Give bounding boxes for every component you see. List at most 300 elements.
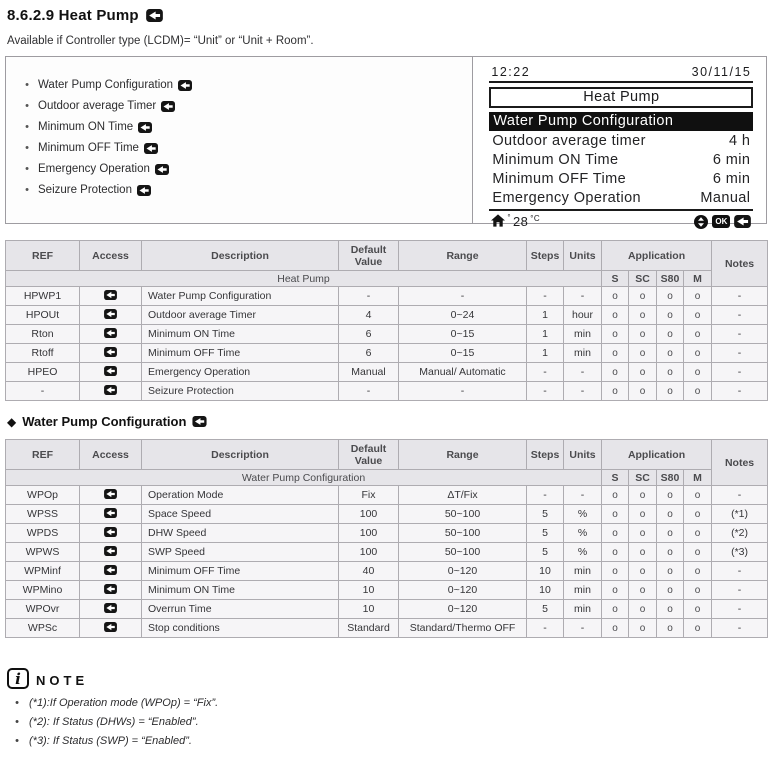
application-cell: o [629, 382, 657, 401]
application-cell: o [684, 363, 712, 382]
note-label: NOTE [36, 673, 89, 688]
application-cell: o [629, 543, 657, 562]
installer-icon [104, 603, 117, 613]
notes-cell: (*1) [712, 505, 768, 524]
lcd-menu-rows [489, 131, 753, 207]
application-cell: o [657, 306, 684, 325]
steps-cell: - [527, 382, 564, 401]
application-cell: o [629, 363, 657, 382]
feature-item [16, 121, 464, 133]
table-row [6, 619, 768, 638]
bullet-dot: • [25, 163, 29, 175]
application-cell: o [684, 619, 712, 638]
table-row [6, 344, 768, 363]
lcd-row-value: 6 min [712, 151, 751, 168]
notes-cell: - [712, 486, 768, 505]
units-cell: - [564, 619, 602, 638]
column-header: REF [6, 241, 80, 271]
description-cell: Minimum ON Time [142, 581, 339, 600]
default-value-cell: 100 [339, 524, 399, 543]
lcd-row-value: 4 h [729, 132, 751, 149]
application-cell: o [629, 524, 657, 543]
application-sub-header: SC [629, 470, 657, 486]
updown-icon [694, 215, 708, 229]
access-cell [80, 543, 142, 562]
lcd-menu-row [489, 150, 753, 169]
table-row [6, 505, 768, 524]
application-cell: o [657, 562, 684, 581]
notes-cell: (*2) [712, 524, 768, 543]
description-cell: Emergency Operation [142, 363, 339, 382]
default-value-cell: - [339, 287, 399, 306]
section-heading-text: 8.6.2.9 Heat Pump [7, 7, 139, 24]
application-cell: o [684, 325, 712, 344]
access-cell [80, 600, 142, 619]
access-cell [80, 306, 142, 325]
range-cell: 50~100 [399, 524, 527, 543]
units-cell: min [564, 562, 602, 581]
bullet-dot: • [25, 79, 29, 91]
section-heading [7, 7, 766, 24]
access-cell [80, 486, 142, 505]
range-cell: 0~15 [399, 344, 527, 363]
application-cell: o [684, 600, 712, 619]
table-group-title: Water Pump Configuration [6, 470, 602, 486]
steps-cell: 5 [527, 600, 564, 619]
application-cell: o [657, 344, 684, 363]
range-cell: 0~120 [399, 581, 527, 600]
column-header: Units [564, 241, 602, 271]
heat-pump-table [5, 240, 768, 401]
range-cell: Standard/Thermo OFF [399, 619, 527, 638]
application-cell: o [602, 543, 629, 562]
table-row [6, 581, 768, 600]
lcd-row-label: Emergency Operation [492, 189, 642, 206]
table-row [6, 306, 768, 325]
table-row [6, 325, 768, 344]
application-cell: o [629, 486, 657, 505]
lcd-row-label: Outdoor average timer [492, 132, 646, 149]
application-cell: o [602, 363, 629, 382]
range-cell: 0~120 [399, 562, 527, 581]
application-cell: o [684, 344, 712, 363]
lcd-menu-row [489, 131, 753, 150]
table-row [6, 287, 768, 306]
application-cell: o [657, 505, 684, 524]
application-cell: o [684, 287, 712, 306]
ref-cell: HPWP1 [6, 287, 80, 306]
application-cell: o [629, 287, 657, 306]
ref-cell: Rtoff [6, 344, 80, 363]
description-cell: Minimum ON Time [142, 325, 339, 344]
steps-cell: 5 [527, 524, 564, 543]
notes-cell: - [712, 619, 768, 638]
column-header: Units [564, 440, 602, 470]
feature-label: Minimum ON Time [38, 121, 134, 133]
steps-cell: - [527, 363, 564, 382]
access-cell [80, 524, 142, 543]
feature-list [16, 79, 464, 196]
installer-icon [104, 385, 117, 395]
ref-cell: HPOUt [6, 306, 80, 325]
access-cell [80, 562, 142, 581]
application-cell: o [657, 543, 684, 562]
feature-label: Minimum OFF Time [38, 142, 139, 154]
default-value-cell: 4 [339, 306, 399, 325]
steps-cell: - [527, 619, 564, 638]
application-cell: o [657, 619, 684, 638]
note-text: (*1):If Operation mode (WPOp) = “Fix”. [29, 697, 219, 709]
steps-cell: 10 [527, 562, 564, 581]
range-cell: 0~15 [399, 325, 527, 344]
installer-icon [104, 366, 117, 376]
table-row [6, 382, 768, 401]
application-sub-header: SC [629, 271, 657, 287]
units-cell: - [564, 363, 602, 382]
installer-icon [104, 584, 117, 594]
installer-icon [104, 328, 117, 338]
notes-cell: - [712, 287, 768, 306]
application-cell: o [602, 562, 629, 581]
degree-mark: ° [507, 213, 511, 222]
notes-cell: - [712, 581, 768, 600]
ref-cell: WPDS [6, 524, 80, 543]
application-cell: o [629, 581, 657, 600]
units-cell: min [564, 325, 602, 344]
application-cell: o [602, 325, 629, 344]
bullet-dot: • [25, 184, 29, 196]
feature-label: Outdoor average Timer [38, 100, 157, 112]
table-row [6, 543, 768, 562]
units-cell: - [564, 287, 602, 306]
feature-list-panel [6, 57, 473, 223]
steps-cell: 1 [527, 344, 564, 363]
installer-icon [104, 622, 117, 632]
access-cell [80, 581, 142, 600]
feature-item [16, 184, 464, 196]
application-cell: o [602, 306, 629, 325]
ref-cell: WPWS [6, 543, 80, 562]
column-header: Access [80, 440, 142, 470]
application-cell: o [684, 581, 712, 600]
lcd-temp-value: 28 [512, 214, 529, 229]
column-header: Description [142, 241, 339, 271]
steps-cell: - [527, 287, 564, 306]
feature-label: Water Pump Configuration [38, 79, 174, 91]
ref-cell: WPSS [6, 505, 80, 524]
notes-cell: - [712, 325, 768, 344]
lcd-row-label: Minimum OFF Time [492, 170, 627, 187]
notes-cell: - [712, 344, 768, 363]
notes-cell: - [712, 562, 768, 581]
availability-note: Available if Controller type (LCDM)= “Unit” or “Unit + Room”. [7, 35, 314, 47]
application-sub-header: S [602, 470, 629, 486]
units-cell: hour [564, 306, 602, 325]
installer-icon [104, 508, 117, 518]
description-cell: DHW Speed [142, 524, 339, 543]
range-cell: - [399, 382, 527, 401]
lcd-menu-row [489, 188, 753, 207]
default-value-cell: 10 [339, 600, 399, 619]
application-cell: o [684, 543, 712, 562]
installer-icon [734, 215, 751, 228]
description-cell: Overrun Time [142, 600, 339, 619]
ref-cell: WPMinf [6, 562, 80, 581]
table-row [6, 524, 768, 543]
note-item [5, 735, 766, 747]
column-header: Range [399, 241, 527, 271]
ref-cell: WPOvr [6, 600, 80, 619]
application-cell: o [602, 581, 629, 600]
units-cell: min [564, 600, 602, 619]
lcd-date: 30/11/15 [691, 65, 752, 79]
lcd-row-label: Minimum ON Time [492, 151, 619, 168]
steps-cell: 10 [527, 581, 564, 600]
column-header: REF [6, 440, 80, 470]
lcd-key-hints [694, 215, 751, 229]
default-value-cell: - [339, 382, 399, 401]
feature-label: Seizure Protection [38, 184, 132, 196]
access-cell [80, 382, 142, 401]
bullet-dot: • [25, 142, 29, 154]
lcd-statusbar-bottom [489, 209, 753, 229]
table-row [6, 363, 768, 382]
note-item [5, 716, 766, 728]
installer-icon [104, 565, 117, 575]
default-value-cell: Manual [339, 363, 399, 382]
water-pump-configuration-table [5, 439, 768, 638]
application-cell: o [629, 325, 657, 344]
default-value-cell: 6 [339, 344, 399, 363]
range-cell: 50~100 [399, 543, 527, 562]
access-cell [80, 344, 142, 363]
notes-cell: - [712, 600, 768, 619]
lcd-room-temp [491, 214, 540, 229]
steps-cell: 5 [527, 543, 564, 562]
notes-cell: (*3) [712, 543, 768, 562]
installer-icon [104, 546, 117, 556]
application-cell: o [602, 287, 629, 306]
feature-item [16, 79, 464, 91]
default-value-cell: Fix [339, 486, 399, 505]
description-cell: Minimum OFF Time [142, 344, 339, 363]
units-cell: % [564, 505, 602, 524]
application-sub-header: M [684, 470, 712, 486]
note-list [5, 697, 766, 747]
info-icon: i [7, 668, 29, 689]
application-cell: o [684, 306, 712, 325]
application-cell: o [629, 619, 657, 638]
installer-icon [161, 101, 175, 112]
installer-icon [104, 527, 117, 537]
application-cell: o [657, 287, 684, 306]
column-header: Steps [527, 440, 564, 470]
access-cell [80, 325, 142, 344]
ref-cell: WPOp [6, 486, 80, 505]
feature-label: Emergency Operation [38, 163, 150, 175]
installer-icon [192, 416, 207, 427]
description-cell: Space Speed [142, 505, 339, 524]
bullet-dot: • [15, 697, 19, 709]
application-cell: o [657, 325, 684, 344]
lcd-menu-title: Heat Pump [489, 87, 753, 108]
note-item [5, 697, 766, 709]
lcd-display [489, 65, 753, 229]
application-cell: o [684, 486, 712, 505]
column-header: Default Value [339, 440, 399, 470]
application-sub-header: S80 [657, 271, 684, 287]
note-text: (*3): If Status (SWP) = “Enabled”. [29, 735, 192, 747]
table-row [6, 562, 768, 581]
default-value-cell: 6 [339, 325, 399, 344]
description-cell: Water Pump Configuration [142, 287, 339, 306]
column-header: Range [399, 440, 527, 470]
application-cell: o [629, 505, 657, 524]
home-icon [491, 214, 505, 227]
application-cell: o [602, 619, 629, 638]
access-cell [80, 287, 142, 306]
application-cell: o [657, 524, 684, 543]
application-cell: o [684, 562, 712, 581]
description-cell: Minimum OFF Time [142, 562, 339, 581]
ref-cell: - [6, 382, 80, 401]
installer-icon [104, 347, 117, 357]
application-sub-header: S80 [657, 470, 684, 486]
description-cell: SWP Speed [142, 543, 339, 562]
notes-cell: - [712, 306, 768, 325]
application-cell: o [629, 306, 657, 325]
steps-cell: - [527, 486, 564, 505]
application-cell: o [657, 382, 684, 401]
note-text: (*2): If Status (DHWs) = “Enabled”. [29, 716, 199, 728]
application-cell: o [657, 486, 684, 505]
notes-cell: - [712, 382, 768, 401]
ok-icon: OK [712, 215, 730, 228]
access-cell [80, 505, 142, 524]
ref-cell: Rton [6, 325, 80, 344]
lcd-row-value: Manual [700, 189, 751, 206]
column-header: Default Value [339, 241, 399, 271]
column-header-application: Application [602, 241, 712, 271]
table-row [6, 600, 768, 619]
column-header: Description [142, 440, 339, 470]
application-sub-header: S [602, 271, 629, 287]
range-cell: ΔT/Fix [399, 486, 527, 505]
default-value-cell: 100 [339, 543, 399, 562]
default-value-cell: 40 [339, 562, 399, 581]
range-cell: - [399, 287, 527, 306]
bullet-dot: • [25, 100, 29, 112]
application-cell: o [684, 505, 712, 524]
column-header-application: Application [602, 440, 712, 470]
table-group-title: Heat Pump [6, 271, 602, 287]
installer-icon [104, 309, 117, 319]
application-cell: o [602, 486, 629, 505]
application-cell: o [629, 344, 657, 363]
ref-cell: WPMino [6, 581, 80, 600]
application-cell: o [629, 600, 657, 619]
default-value-cell: 10 [339, 581, 399, 600]
installer-icon [178, 80, 192, 91]
units-cell: min [564, 344, 602, 363]
bullet-dot: • [15, 716, 19, 728]
steps-cell: 5 [527, 505, 564, 524]
application-cell: o [657, 581, 684, 600]
description-cell: Stop conditions [142, 619, 339, 638]
units-cell: - [564, 486, 602, 505]
ref-cell: HPEO [6, 363, 80, 382]
lcd-statusbar-top [489, 65, 753, 83]
description-cell: Outdoor average Timer [142, 306, 339, 325]
lcd-panel [473, 57, 766, 229]
subsection-heading-text: Water Pump Configuration [22, 414, 187, 429]
notes-cell: - [712, 363, 768, 382]
installer-icon [104, 489, 117, 499]
subsection-heading [7, 414, 766, 429]
feature-item [16, 142, 464, 154]
column-header-notes: Notes [712, 440, 768, 486]
bullet-dot: • [25, 121, 29, 133]
installer-icon [138, 122, 152, 133]
lcd-row-value: 6 min [712, 170, 751, 187]
default-value-cell: 100 [339, 505, 399, 524]
application-cell: o [602, 600, 629, 619]
lcd-menu-row [489, 169, 753, 188]
application-cell: o [602, 344, 629, 363]
column-header: Steps [527, 241, 564, 271]
default-value-cell: Standard [339, 619, 399, 638]
description-cell: Seizure Protection [142, 382, 339, 401]
description-cell: Operation Mode [142, 486, 339, 505]
range-cell: Manual/ Automatic [399, 363, 527, 382]
steps-cell: 1 [527, 325, 564, 344]
units-cell: min [564, 581, 602, 600]
range-cell: 0~24 [399, 306, 527, 325]
application-cell: o [602, 382, 629, 401]
lcd-time: 12:22 [491, 65, 531, 79]
column-header: Access [80, 241, 142, 271]
range-cell: 50~100 [399, 505, 527, 524]
lcd-temp-unit: °C [530, 214, 541, 223]
installer-icon [155, 164, 169, 175]
feature-item [16, 163, 464, 175]
installer-icon [137, 185, 151, 196]
application-cell: o [657, 363, 684, 382]
table-row [6, 486, 768, 505]
application-cell: o [602, 524, 629, 543]
units-cell: % [564, 543, 602, 562]
units-cell: % [564, 524, 602, 543]
overview-box [5, 56, 767, 229]
application-cell: o [629, 562, 657, 581]
application-sub-header: M [684, 271, 712, 287]
feature-item [16, 100, 464, 112]
application-cell: o [657, 600, 684, 619]
ref-cell: WPSc [6, 619, 80, 638]
diamond-bullet: ◆ [7, 414, 17, 429]
installer-icon [104, 290, 117, 300]
lcd-selected-row: Water Pump Configuration [489, 112, 753, 131]
bullet-dot: • [15, 735, 19, 747]
access-cell [80, 619, 142, 638]
range-cell: 0~120 [399, 600, 527, 619]
application-cell: o [602, 505, 629, 524]
column-header-notes: Notes [712, 241, 768, 287]
installer-icon [146, 9, 163, 22]
units-cell: - [564, 382, 602, 401]
note-header [7, 668, 766, 689]
installer-icon [144, 143, 158, 154]
